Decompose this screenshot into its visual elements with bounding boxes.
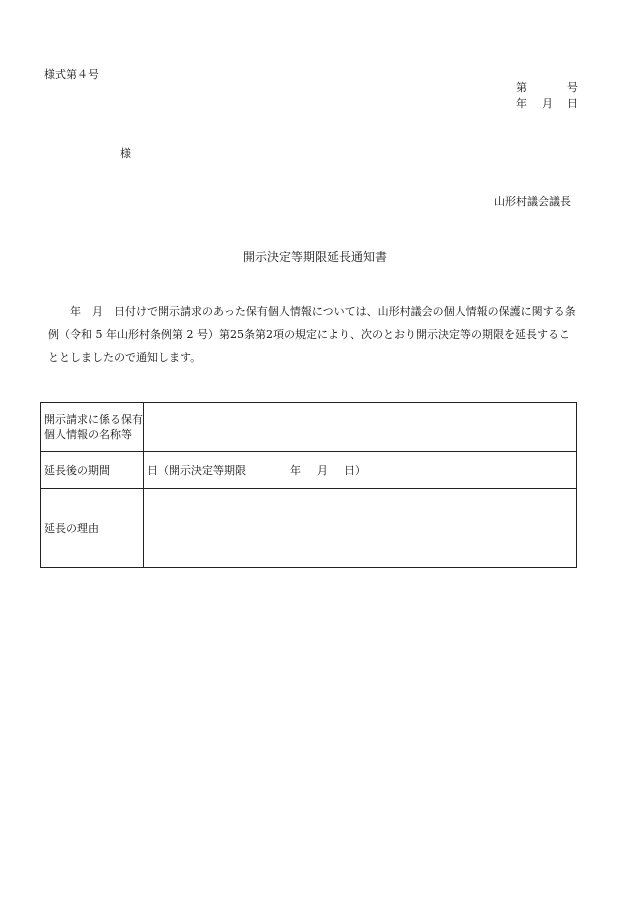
period-day: 日（開示決定等期限 [147,464,246,477]
info-name-label: 開示請求に係る保有個人情報の名称等 [41,403,144,452]
notice-body-text: 年 月 日付けで開示請求のあった保有個人情報については、山形村議会の個人情報の保護に関する条例（令和 5 年山形村条例第 2 号）第25条第2項の規定により、次のとおり開示決定等の期限を延長することとしましたので通知します。 [48,305,576,364]
date-month: 月 [542,97,553,110]
extension-reason-value [144,489,577,568]
notice-body [48,300,578,369]
issuer-name: 山形村議会議長 [494,195,571,208]
info-name-value [144,403,577,452]
period-month: 月 [317,464,328,477]
extension-period-value [144,452,577,489]
reference-number [516,82,578,93]
document-title: 開示決定等期限延長通知書 [242,250,387,264]
ref-suffix: 号 [567,81,578,94]
addressee-suffix: 様 [120,147,131,160]
period-year: 年 [290,464,301,477]
period-end: 日） [344,464,366,477]
ref-prefix: 第 [516,81,527,94]
date-day: 日 [567,97,578,110]
form-number: 様式第４号 [44,68,99,81]
date-year: 年 [516,97,527,110]
extension-period-label: 延長後の期間 [41,452,144,489]
extension-reason-label: 延長の理由 [41,489,144,568]
info-table [40,402,577,568]
table-row [41,489,577,568]
table-row [41,452,577,489]
table-row [41,403,577,452]
